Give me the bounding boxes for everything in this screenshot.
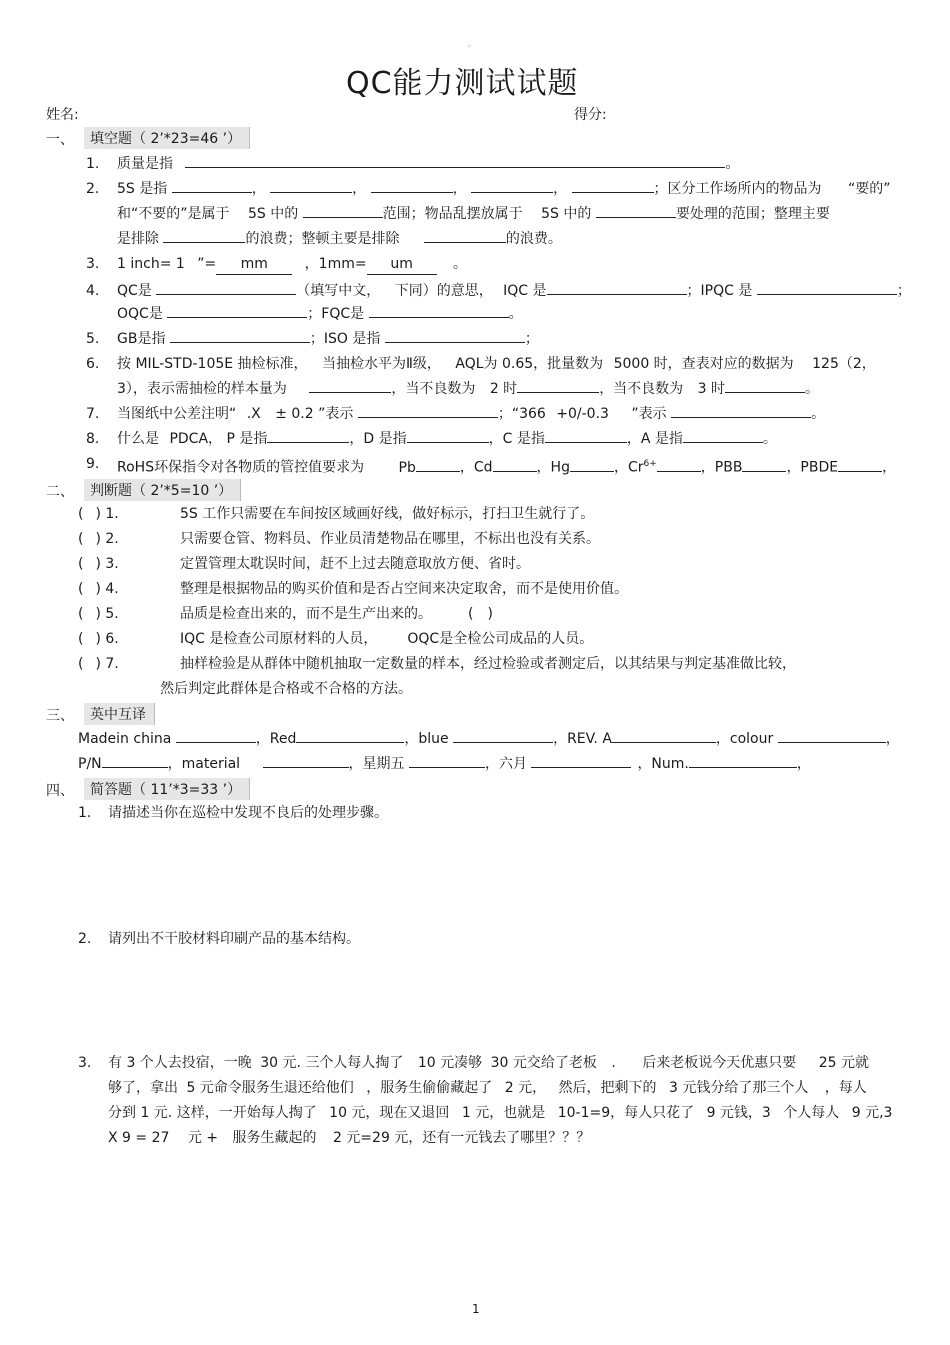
s3-text-2g: ，每人	[824, 1080, 867, 1096]
s3-text-3c: 1 元，也就是	[461, 1105, 546, 1121]
q8-text-a: 什么是	[117, 431, 159, 447]
q8-number: 8.	[86, 431, 100, 447]
q6-blank-2[interactable]	[517, 380, 599, 393]
s3-text-1g: 25 元就	[818, 1055, 869, 1071]
q2-blank-7[interactable]	[596, 205, 676, 218]
q2-text-j: 的浪费；整顿主要是排除	[245, 231, 400, 247]
s3-text-1a: 有 3 个人去投宿，一晚	[108, 1055, 252, 1071]
q3-text-d: ，1mm=	[304, 256, 367, 272]
judge-3-text: 定置管理太耽误时间，赶不上过去随意取放方便、省时。	[180, 556, 530, 572]
q8-text-f: ，A 是指	[626, 431, 683, 447]
q2-text-e: 5S 中的	[247, 206, 299, 222]
section-2-heading: 判断题（ 2’*5=10 ’）	[84, 479, 241, 501]
q7-text-b: .X	[246, 406, 261, 422]
q4-number: 4.	[86, 283, 100, 299]
trans-blank-10[interactable]	[689, 755, 797, 768]
s3-text-1e: .	[611, 1055, 616, 1071]
judge-1-paren[interactable]: (	[78, 506, 84, 522]
q4-blank-2[interactable]	[547, 282, 687, 295]
s3-text-3f: 个人每人	[783, 1105, 840, 1121]
q2-text-b: ；区分工作场所内的物品为	[653, 181, 822, 197]
q9-text-a: RoHS环保指令对各物质的管控值要求为	[117, 459, 365, 476]
q9-text-end: ，	[882, 459, 897, 476]
q3-blank-um[interactable]	[367, 254, 437, 275]
q2-text-d: 和“不要的”是属于	[117, 206, 230, 222]
q9-text-cr: ，Cr	[613, 459, 644, 476]
judge-4-paren[interactable]: (	[78, 581, 84, 597]
q6-text-k: 。	[805, 381, 819, 397]
trans-red: ，Red	[255, 731, 297, 747]
trans-pn: P/N	[78, 756, 102, 772]
s3-text-2f: 3 元钱分给了那三个人	[668, 1080, 809, 1096]
q6-number: 6.	[86, 356, 100, 372]
q2-text-f: 范围；物品乱摆放属于	[382, 206, 523, 222]
q9-text-hg: ，Hg	[536, 459, 570, 476]
q2-blank-6[interactable]	[303, 205, 383, 218]
q9-blank-pbb[interactable]	[742, 459, 786, 472]
q5-blank-1[interactable]	[170, 330, 310, 343]
judge-1-number: ) 1.	[95, 506, 119, 522]
s3-text-3e: 9 元钱，3	[706, 1105, 771, 1121]
q9-text-pbde: ，PBDE	[786, 459, 839, 476]
trans-blue: ，blue	[404, 731, 449, 747]
s3-text-3b: 10 元，现在又退回	[329, 1105, 450, 1121]
section-1-heading: 填空题（ 2’*23=46 ’）	[84, 127, 250, 149]
trans-blank-7[interactable]	[263, 755, 349, 768]
q7-blank-2[interactable]	[671, 405, 811, 418]
trans-material: ，material	[167, 756, 241, 772]
q4-text-e: ；IPQC 是	[686, 283, 753, 299]
trans-blank-9[interactable]	[531, 755, 631, 768]
q8-blank-c[interactable]	[545, 430, 627, 443]
q4-blank-5[interactable]	[369, 305, 509, 318]
q8-blank-a[interactable]	[683, 430, 763, 443]
page-number: 1	[472, 1302, 480, 1316]
short-q1-text: 请描述当你在巡检中发现不良后的处理步骤。	[108, 805, 388, 821]
judge-2-text: 只需要仓管、物料员、作业员清楚物品在哪里，不标出也没有关系。	[180, 531, 600, 547]
q8-text-c: P 是指	[226, 431, 268, 447]
q4-blank-4[interactable]	[167, 305, 307, 318]
trans-comma-1: ，	[885, 731, 900, 747]
s3-text-2a: 够了，拿出	[108, 1080, 178, 1096]
trans-blank-1[interactable]	[176, 730, 256, 743]
q8-blank-p[interactable]	[267, 430, 349, 443]
q7-text-e: +0/-0.3	[556, 406, 609, 422]
short-q3-line-4	[108, 1128, 590, 1148]
s3-text-1d: 30 元交给了老板	[490, 1055, 597, 1071]
q8-text-b: PDCA，	[169, 431, 223, 447]
q6-line-1	[117, 354, 876, 374]
q7-text-a: 当图纸中公差注明“	[117, 406, 237, 422]
short-q3-line-2	[108, 1078, 867, 1098]
judge-4-number: ) 4.	[95, 581, 119, 597]
judge-item-3	[78, 554, 119, 574]
section-4-heading: 简答题（ 11’*3=33 ’）	[84, 778, 250, 800]
q9-blank-pbde[interactable]	[838, 459, 882, 472]
short-q2-number: 2.	[78, 931, 92, 947]
judge-6-number: ) 6.	[95, 631, 119, 647]
s3-text-1b: 30 元. 三个人每人掏了	[260, 1055, 404, 1071]
q3-blank-mm[interactable]	[216, 254, 292, 275]
top-dot: 。	[468, 39, 476, 48]
short-q3-number: 3.	[78, 1055, 92, 1071]
q8-text-d: ，D 是指	[349, 431, 407, 447]
q5-text-b: ；ISO 是指	[309, 331, 381, 347]
q6-text-c: AQL为 0.65，批量数为	[455, 356, 604, 372]
q2-blank-4[interactable]	[471, 180, 553, 193]
q4-blank-1[interactable]	[156, 282, 296, 295]
q4-text-i: 。	[508, 306, 523, 322]
trans-blank-8[interactable]	[409, 755, 485, 768]
trans-num: ，Num.	[637, 756, 689, 772]
q7-text-d: ；“366	[497, 406, 546, 422]
s3-text-4d: 2 元=29 元，还有一元钱去了哪里？？？	[332, 1130, 591, 1146]
q2-text-g: 5S 中的	[541, 206, 592, 222]
s3-text-2c: ，服务生偷偷藏起了	[366, 1080, 493, 1096]
q9-blank-hg[interactable]	[570, 459, 614, 472]
q2-blank-8[interactable]	[163, 230, 245, 243]
trans-blank-2[interactable]	[296, 730, 404, 743]
q5-line	[117, 329, 539, 349]
judge-7-text-cont: 然后判定此群体是合格或不合格的方法。	[160, 681, 412, 697]
q4-text-b: （填写中文，	[296, 283, 381, 299]
q9-blank-cd[interactable]	[493, 459, 537, 472]
q7-text-c: ± 0.2 ”表示	[275, 406, 354, 422]
q6-text-f: 3），表示需抽检的样本量为	[117, 381, 287, 397]
q1-line	[117, 154, 739, 174]
q5-number: 5.	[86, 331, 100, 347]
q7-number: 7.	[86, 406, 100, 422]
section-2-number: 二、	[46, 484, 74, 500]
q3-number: 3.	[86, 256, 100, 272]
s3-text-3g: 9 元,3	[851, 1105, 893, 1121]
q2-number: 2.	[86, 181, 100, 197]
judge-5-paren[interactable]: (	[78, 606, 84, 622]
s3-text-4c: 服务生藏起的	[232, 1130, 317, 1146]
judge-item-1	[78, 504, 119, 524]
q1-blank[interactable]	[185, 155, 725, 168]
trans-madein: Madein china	[78, 731, 172, 747]
section-4-number: 四、	[46, 783, 74, 799]
trans-june: ，六月	[484, 756, 527, 772]
q1-end: 。	[725, 156, 740, 172]
q4-line-2	[117, 304, 523, 324]
q8-blank-d[interactable]	[407, 430, 489, 443]
judge-5-number: ) 5.	[95, 606, 119, 622]
q4-text-f: ；	[896, 283, 911, 299]
q6-text-i: ，当不良数为	[599, 381, 684, 397]
q8-line	[117, 429, 777, 449]
s3-text-2e: 然后，把剩下的	[558, 1080, 657, 1096]
q3-text-c: mm	[240, 256, 268, 272]
judge-item-5	[78, 604, 119, 624]
q6-blank-3[interactable]	[725, 380, 805, 393]
q6-text-h: 2 时	[489, 381, 518, 397]
judge-item-6	[78, 629, 119, 649]
q1-number: 1.	[86, 156, 100, 172]
short-q3-line-3	[108, 1103, 892, 1123]
q2-blank-5[interactable]	[572, 180, 654, 193]
judge-7-paren[interactable]: (	[78, 656, 84, 672]
judge-7-number: ) 7.	[95, 656, 119, 672]
trans-blank-3[interactable]	[453, 730, 553, 743]
s3-text-1c: 10 元凑够	[417, 1055, 483, 1071]
q2-line-3	[117, 229, 562, 249]
judge-6-text	[180, 629, 593, 649]
judge-6-paren[interactable]: (	[78, 631, 84, 647]
q3-text-a: 1 inch= 1	[117, 256, 185, 272]
q4-text-g: OQC是	[117, 306, 163, 322]
q3-text-b: ”=	[197, 256, 217, 272]
judge-item-2	[78, 529, 119, 549]
judge-3-number: ) 3.	[95, 556, 119, 572]
page-title: QC能力测试试题	[346, 66, 579, 101]
q9-text-pb: Pb	[398, 459, 416, 476]
q3-line	[117, 254, 467, 275]
q4-line-1	[117, 281, 911, 301]
q6-text-j: 3 时	[697, 381, 725, 397]
q2-text-h: 要处理的范围；整理主要	[675, 206, 830, 222]
short-q3-line-1	[108, 1053, 869, 1073]
judge-3-paren[interactable]: (	[78, 556, 84, 572]
q3-text-f: 。	[453, 256, 468, 272]
q9-number: 9.	[86, 456, 100, 472]
trans-blank-4[interactable]	[612, 730, 716, 743]
short-q2-text: 请列出不干胶材料印刷产品的基本结构。	[108, 931, 360, 947]
q2-text-a: 5S 是指	[117, 181, 168, 197]
q2-blank-1[interactable]	[172, 180, 252, 193]
trans-blank-6[interactable]	[102, 755, 168, 768]
trans-colour: ，colour	[715, 731, 774, 747]
q5-blank-2[interactable]	[385, 330, 525, 343]
s3-text-2b: 5 元命令服务生退还给他们	[186, 1080, 354, 1096]
s3-text-2d: 2 元，	[504, 1080, 547, 1096]
q2-line-1: 5S 是指 ， ， ， ， ；区分工作场所内的物品为 “要的”	[117, 181, 891, 197]
q9-line	[117, 454, 896, 478]
q9-text-cr-sup: 6+	[643, 459, 657, 469]
q6-text-g: ，当不良数为	[391, 381, 476, 397]
q8-text-g: 。	[762, 431, 777, 447]
q6-text-a: 按 MIL-STD-105E 抽检标准，	[117, 356, 308, 372]
q5-text-a: GB是指	[117, 331, 166, 347]
q4-text-c: 下同）的意思，	[394, 283, 493, 299]
section-3-heading: 英中互译	[84, 703, 155, 725]
s3-text-4a: X 9 = 27	[108, 1130, 170, 1146]
q7-line	[117, 404, 825, 424]
score-label: 得分:	[574, 107, 607, 123]
name-label: 姓名:	[46, 107, 79, 123]
q9-blank-cr[interactable]	[657, 459, 701, 472]
s3-text-3a: 分到 1 元. 这样，一开始每人掏了	[108, 1105, 317, 1121]
trans-rev: ，REV. A	[553, 731, 612, 747]
q2-blank-9[interactable]	[424, 230, 506, 243]
q1-text: 质量是指	[117, 156, 173, 172]
q6-text-d: 5000 时，查表对应的数据为	[613, 356, 794, 372]
q2-text-i: 是排除	[117, 231, 159, 247]
q8-text-e: ，C 是指	[488, 431, 545, 447]
s3-text-4b: 元 +	[187, 1130, 219, 1146]
q2-text-c: “要的”	[847, 181, 891, 197]
judge-6-text-b: OQC是全检公司成品的人员。	[407, 631, 594, 647]
trans-blank-5[interactable]	[778, 730, 886, 743]
judge-item-4	[78, 579, 119, 599]
judge-5-text-b: ( )	[468, 606, 493, 622]
section-3-number: 三、	[46, 708, 74, 724]
q4-text-h: ；FQC是	[307, 306, 365, 322]
judge-4-text: 整理是根据物品的购买价值和是否占空间来决定取舍，而不是使用价值。	[180, 581, 628, 597]
judge-2-number: ) 2.	[95, 531, 119, 547]
q7-text-g: 。	[811, 406, 826, 422]
judge-7-text: 抽样检验是从群体中随机抽取一定数量的样本，经过检验或者测定后，以其结果与判定基准做比较，	[180, 656, 796, 672]
trans-friday: ，星期五	[348, 756, 405, 772]
section-1-number: 一、	[46, 132, 74, 148]
judge-5-text	[180, 604, 493, 624]
trans-line-1	[78, 729, 900, 749]
judge-item-7	[78, 654, 119, 674]
q6-text-e: 125（2，	[812, 356, 876, 372]
q2-blank-2[interactable]	[270, 180, 352, 193]
s3-text-3d: 10-1=9，每人只花了	[557, 1105, 695, 1121]
q7-text-f: ”表示	[631, 406, 667, 422]
q4-blank-3[interactable]	[757, 282, 897, 295]
judge-1-text: 5S 工作只需要在车间按区域画好线，做好标示，打扫卫生就行了。	[180, 506, 595, 522]
s3-text-1f: 后来老板说今天优惠只要	[642, 1055, 797, 1071]
judge-6-text-a: IQC 是检查公司原材料的人员，	[180, 631, 378, 647]
q9-blank-pb[interactable]	[416, 459, 460, 472]
q7-blank-1[interactable]	[358, 405, 498, 418]
q6-blank-1[interactable]	[309, 380, 391, 393]
q6-line-2	[117, 379, 819, 399]
q3-text-e: um	[390, 256, 413, 272]
q4-text-d: IQC 是	[503, 283, 547, 299]
q9-text-pbb: ，PBB	[700, 459, 743, 476]
short-q1-number: 1.	[78, 805, 92, 821]
trans-comma-2: ，	[796, 756, 811, 772]
q2-line-2	[117, 204, 830, 224]
judge-2-paren[interactable]: (	[78, 531, 84, 547]
q4-text-a: QC是	[117, 283, 152, 299]
q2-blank-3[interactable]	[371, 180, 453, 193]
q2-text-k: 的浪费。	[505, 231, 562, 247]
q6-text-b: 当抽检水平为Ⅱ级，	[322, 356, 441, 372]
q5-text-c: ；	[524, 331, 539, 347]
q9-text-cd: ，Cd	[459, 459, 493, 476]
judge-5-text-a: 品质是检查出来的，而不是生产出来的。	[180, 606, 432, 622]
trans-line-2	[78, 754, 811, 774]
